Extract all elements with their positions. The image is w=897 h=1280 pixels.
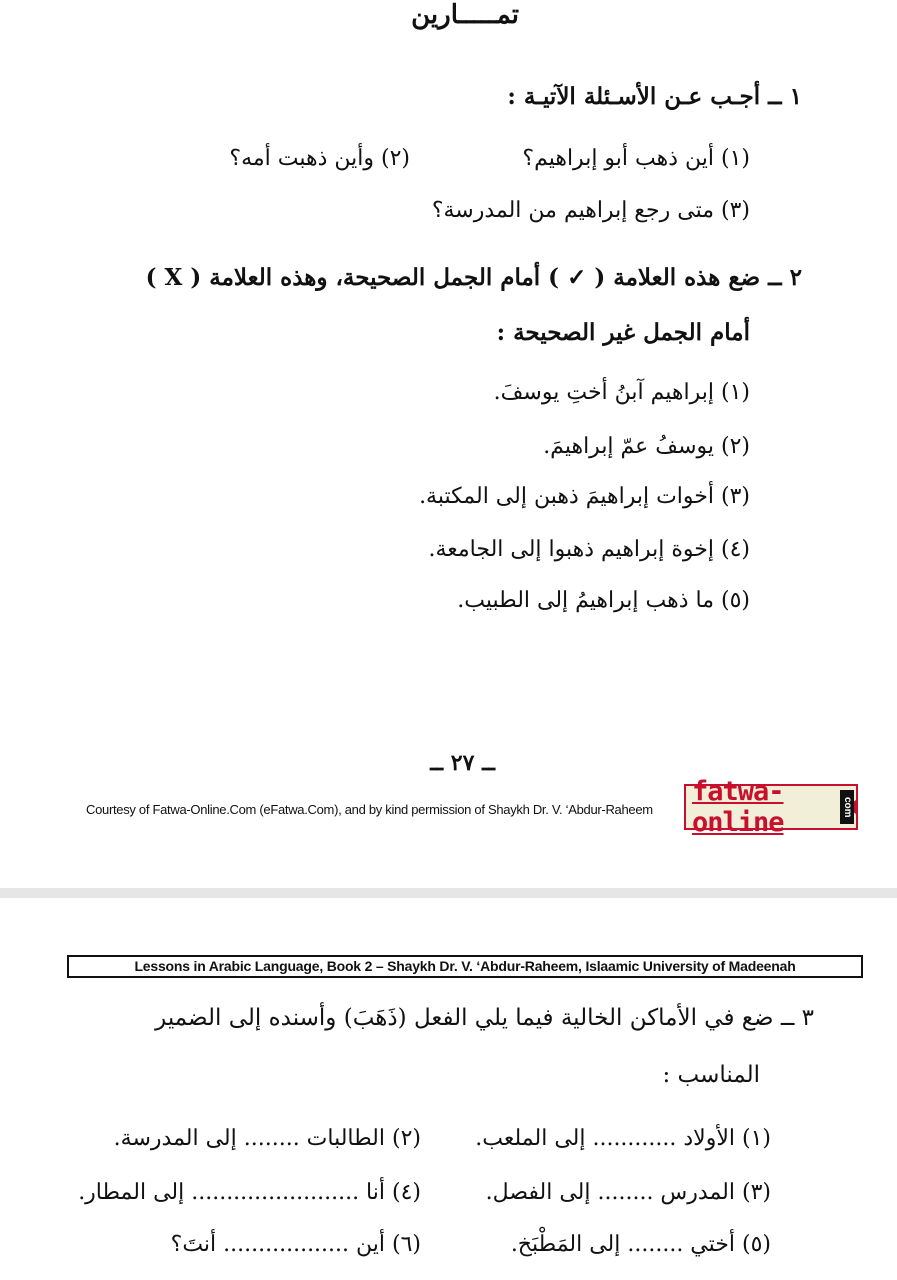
q3-item-4: (٤) أنا ........................ إلى المطار. [78, 1180, 421, 1205]
page-28 [0, 898, 897, 1280]
q2-item-3: (٣) أخوات إبراهيمَ ذهبن إلى المكتبة. [419, 484, 750, 509]
page-number: ــ ٢٧ ــ [430, 750, 495, 776]
q2-item-4: (٤) إخوة إبراهيم ذهبوا إلى الجامعة. [428, 537, 750, 562]
fatwa-online-logo[interactable] [684, 776, 858, 838]
q1-item-2: (٢) وأين ذهبت أمه؟ [229, 146, 410, 171]
book-header: Lessons in Arabic Language, Book 2 – Shaykh Dr. V. ‘Abdur-Raheem, Islaamic University of Madeenah [67, 955, 863, 978]
q3-item-1: (١) الأولاد ............ إلى الملعب. [475, 1126, 771, 1151]
q3-item-3: (٣) المدرس ........ إلى الفصل. [485, 1180, 771, 1205]
q1-heading: ١ ــ أجـب عـن الأسـئلة الآتيـة : [507, 83, 802, 110]
q3-heading-line-2: المناسب : [662, 1062, 760, 1088]
q2-item-5: (٥) ما ذهب إبراهيمُ إلى الطبيب. [457, 588, 750, 613]
q2-heading-line-2: أمام الجمل غير الصحيحة : [496, 319, 750, 346]
page-divider [0, 888, 897, 898]
q3-item-5: (٥) أختي ........ إلى المَطْبَخ. [510, 1232, 771, 1257]
logo-suffix: com [840, 790, 854, 824]
q3-item-6: (٦) أين .................. أنتَ؟ [170, 1232, 421, 1257]
q2-heading-line-1: ٢ ــ ضع هذه العلامة ( ✓ ) أمام الجمل الصحيحة، وهذه العلامة ( X ) [145, 264, 802, 291]
q2-item-1: (١) إبراهيم آبنُ أختِ يوسفَ. [493, 380, 750, 405]
q1-item-1: (١) أين ذهب أبو إبراهيم؟ [522, 146, 750, 171]
q1-item-3: (٣) متى رجع إبراهيم من المدرسة؟ [431, 198, 750, 223]
footer-credit: Courtesy of Fatwa-Online.Com (eFatwa.Com), and by kind permission of Shaykh Dr. V. ‘Abdur-Raheem [86, 802, 653, 817]
q3-item-2: (٢) الطالبات ........ إلى المدرسة. [113, 1126, 421, 1151]
q3-heading-line-1: ٣ ــ ضع في الأماكن الخالية فيما يلي الفعل (ذَهَبَ) وأسنده إلى الضمير [155, 1005, 814, 1031]
logo-word: fatwa-online [692, 776, 784, 838]
q2-item-2: (٢) يوسفُ عمّ إبراهيمَ. [543, 434, 750, 459]
exercises-title: تمـــــارين [411, 0, 519, 30]
